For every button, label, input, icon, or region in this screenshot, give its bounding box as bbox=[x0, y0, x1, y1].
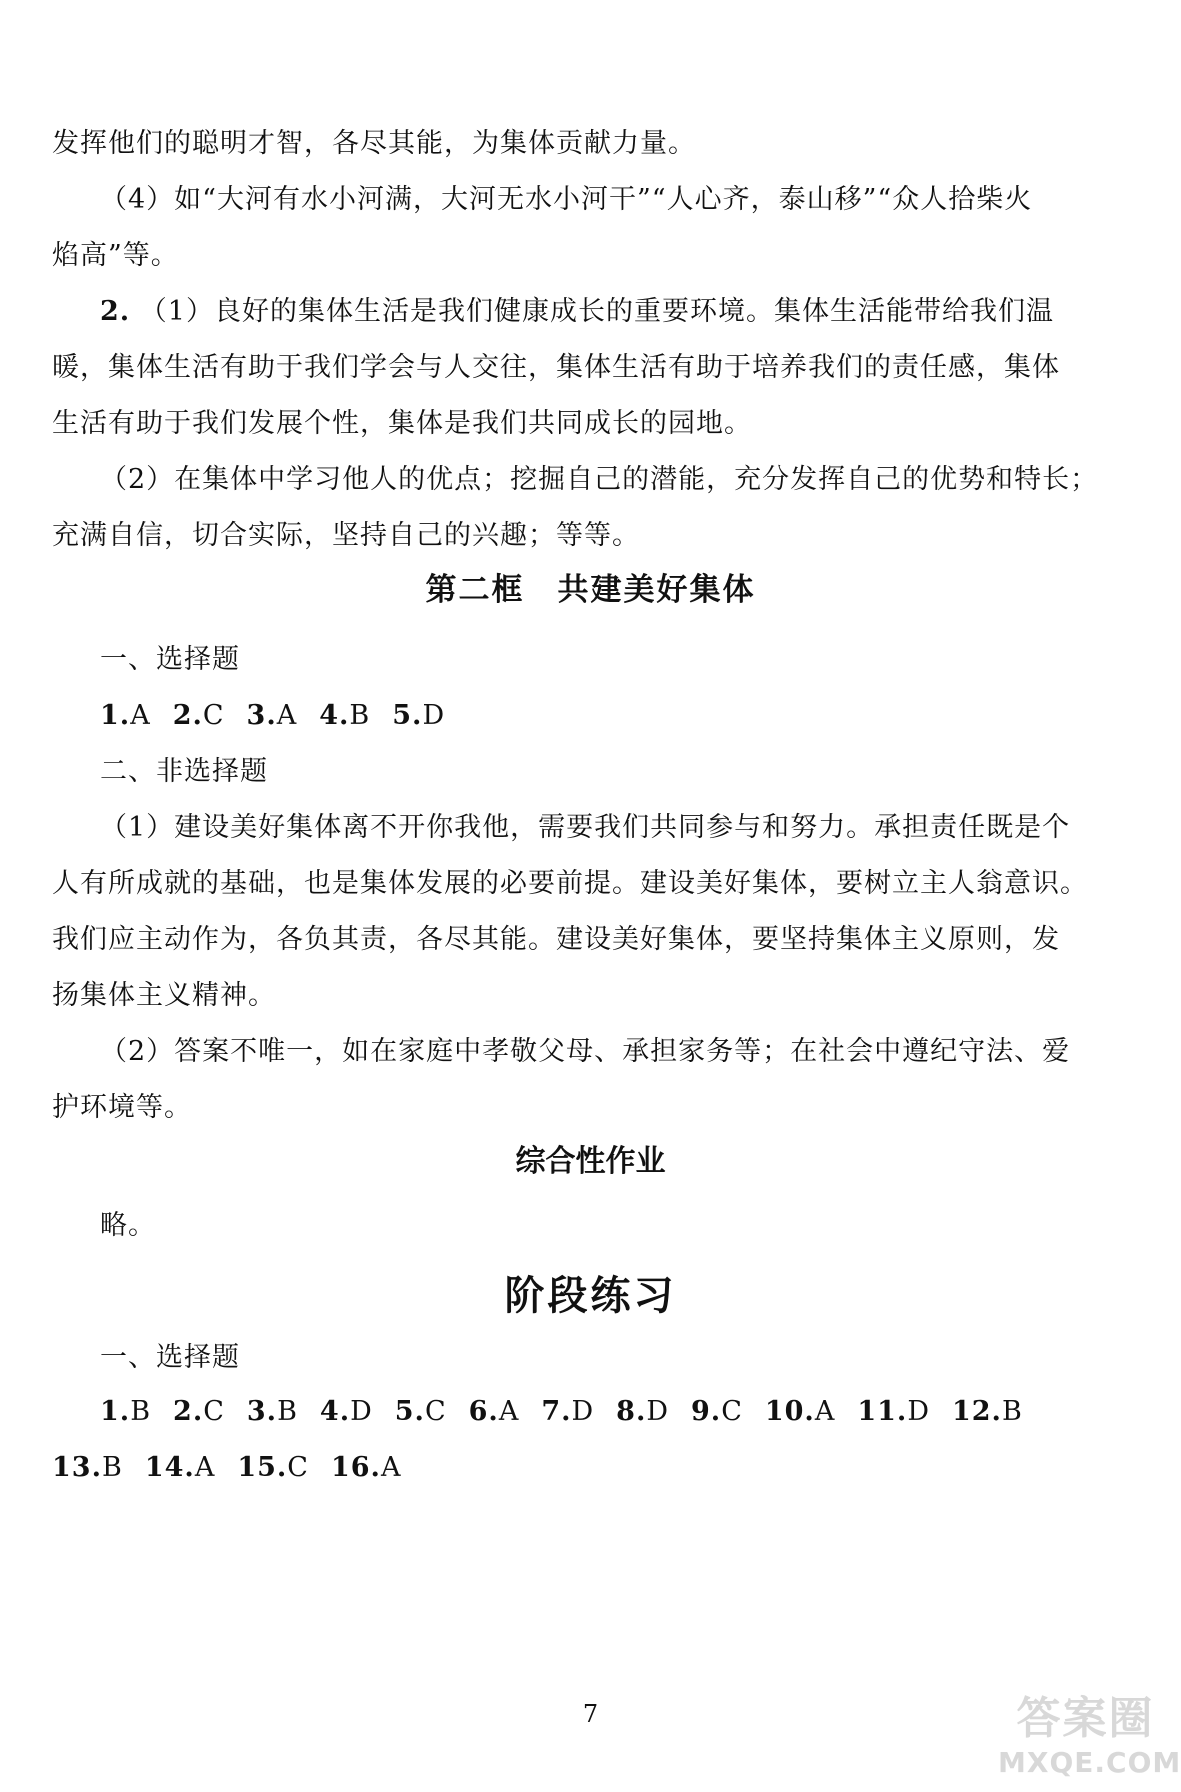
answer-item bbox=[395, 1392, 447, 1432]
answer-item bbox=[765, 1392, 835, 1432]
answer-number: 8. bbox=[616, 1396, 647, 1427]
answer-letter: C bbox=[202, 700, 225, 731]
answer-item bbox=[392, 696, 445, 736]
answer-item bbox=[541, 1392, 594, 1432]
answer-letter: D bbox=[571, 1396, 595, 1427]
answer-letter: A bbox=[194, 1452, 216, 1483]
answer-item bbox=[100, 696, 151, 736]
question-number: 2. bbox=[100, 296, 131, 327]
answer-item bbox=[320, 1392, 373, 1432]
answer-item bbox=[616, 1392, 669, 1432]
paragraph-line: 人有所成就的基础，也是集体发展的必要前提。建设美好集体，要树立主人翁意识。 bbox=[52, 868, 1088, 899]
answer-number: 13. bbox=[52, 1452, 102, 1483]
answer-item bbox=[319, 696, 370, 736]
choice-answers bbox=[52, 1448, 423, 1488]
paragraph-line: 发挥他们的聪明才智，各尽其能，为集体贡献力量。 bbox=[52, 128, 696, 159]
answer-item bbox=[100, 1392, 151, 1432]
answer-letter: D bbox=[907, 1396, 930, 1427]
answer-letter: B bbox=[349, 700, 371, 731]
answer-item bbox=[469, 1392, 520, 1432]
answer-letter: D bbox=[422, 700, 446, 731]
choice-answers bbox=[100, 1392, 1045, 1432]
nonchoice-heading: 二、非选择题 bbox=[100, 756, 268, 787]
answer-number: 7. bbox=[541, 1396, 572, 1427]
answer-number: 9. bbox=[691, 1396, 722, 1427]
paragraph-line: 我们应主动作为，各负其责，各尽其能。建设美好集体，要坚持集体主义原则，发 bbox=[52, 924, 1060, 955]
section-title: 阶段练习 bbox=[504, 1273, 677, 1319]
answer-item bbox=[173, 1392, 225, 1432]
answer-letter: C bbox=[424, 1396, 447, 1427]
answer-item bbox=[173, 696, 225, 736]
paragraph-line: 暖，集体生活有助于我们学会与人交往，集体生活有助于培养我们的责任感，集体 bbox=[52, 352, 1060, 383]
watermark-text: 答案圈 bbox=[1016, 1693, 1155, 1744]
section-title: 综合性作业 bbox=[515, 1144, 666, 1179]
answer-number: 3. bbox=[246, 700, 277, 731]
answer-number: 6. bbox=[468, 1396, 499, 1427]
answer-item bbox=[952, 1392, 1023, 1432]
answer-letter: B bbox=[1001, 1396, 1023, 1427]
answer-number: 12. bbox=[951, 1396, 1002, 1427]
answer-letter: A bbox=[276, 700, 298, 731]
answer-letter: D bbox=[646, 1396, 669, 1427]
paragraph-line: 充满自信，切合实际，坚持自己的兴趣；等等。 bbox=[52, 520, 640, 551]
answer-letter: A bbox=[814, 1396, 836, 1427]
answer-number: 11. bbox=[857, 1396, 908, 1427]
answer-number: 14. bbox=[144, 1452, 195, 1483]
watermark-logo bbox=[998, 1691, 1181, 1786]
paragraph-line: 生活有助于我们发展个性，集体是我们共同成长的园地。 bbox=[52, 408, 752, 439]
section-body: 略。 bbox=[100, 1210, 156, 1241]
answer-letter: A bbox=[498, 1396, 520, 1427]
paragraph-line: 护环境等。 bbox=[52, 1092, 192, 1123]
answer-number: 1. bbox=[100, 700, 131, 731]
answer-letter: C bbox=[203, 1396, 225, 1427]
answer-item bbox=[145, 1448, 215, 1488]
paragraph-line: 扬集体主义精神。 bbox=[52, 980, 276, 1011]
answer-number: 1. bbox=[100, 1396, 131, 1427]
section-title: 第二框 共建美好集体 bbox=[425, 572, 756, 608]
answer-number: 4. bbox=[319, 1396, 351, 1427]
answer-letter: D bbox=[350, 1396, 373, 1427]
choice-heading: 一、选择题 bbox=[100, 1342, 240, 1373]
watermark-url: MXQE.COM bbox=[998, 1746, 1181, 1779]
answer-number: 5. bbox=[392, 700, 423, 731]
paragraph-line: （4）如“大河有水小河满，大河无水小河干”“人心齐，泰山移”“众人拾柴火 bbox=[100, 184, 1033, 215]
choice-heading: 一、选择题 bbox=[100, 644, 240, 675]
paragraph-line: （2）答案不唯一，如在家庭中孝敬父母、承担家务等；在社会中遵纪守法、爱 bbox=[100, 1036, 1071, 1067]
question-text: （1）良好的集体生活是我们健康成长的重要环境。集体生活能带给我们温 bbox=[139, 296, 1054, 327]
answer-letter: A bbox=[130, 700, 151, 731]
answer-item bbox=[237, 1448, 309, 1488]
answer-number: 4. bbox=[319, 700, 350, 731]
answer-letter: C bbox=[721, 1396, 743, 1427]
paragraph-line: 焰高”等。 bbox=[52, 240, 179, 271]
answer-item bbox=[691, 1392, 743, 1432]
answer-letter: C bbox=[287, 1452, 309, 1483]
answer-number: 2. bbox=[172, 700, 203, 731]
answer-number: 3. bbox=[246, 1396, 278, 1427]
paragraph-line: （2）在集体中学习他人的优点；挖掘自己的潜能，充分发挥自己的优势和特长； bbox=[100, 464, 1099, 495]
question-2-first-line bbox=[100, 292, 1054, 332]
answer-item bbox=[52, 1448, 123, 1488]
page-number: 7 bbox=[582, 1700, 599, 1728]
answer-number: 16. bbox=[330, 1452, 381, 1483]
answer-letter: B bbox=[101, 1452, 123, 1483]
answer-number: 2. bbox=[173, 1396, 204, 1427]
answer-item bbox=[247, 696, 298, 736]
answer-number: 15. bbox=[237, 1452, 288, 1483]
answer-letter: B bbox=[277, 1396, 298, 1427]
choice-answers bbox=[100, 696, 467, 736]
answer-number: 10. bbox=[764, 1396, 815, 1427]
answer-number: 5. bbox=[394, 1396, 425, 1427]
answer-item bbox=[247, 1392, 298, 1432]
answer-item bbox=[857, 1392, 930, 1432]
answer-letter: B bbox=[130, 1396, 152, 1427]
answer-letter: A bbox=[380, 1452, 402, 1483]
paragraph-line: （1）建设美好集体离不开你我他，需要我们共同参与和努力。承担责任既是个 bbox=[100, 812, 1071, 843]
answer-item bbox=[331, 1448, 401, 1488]
